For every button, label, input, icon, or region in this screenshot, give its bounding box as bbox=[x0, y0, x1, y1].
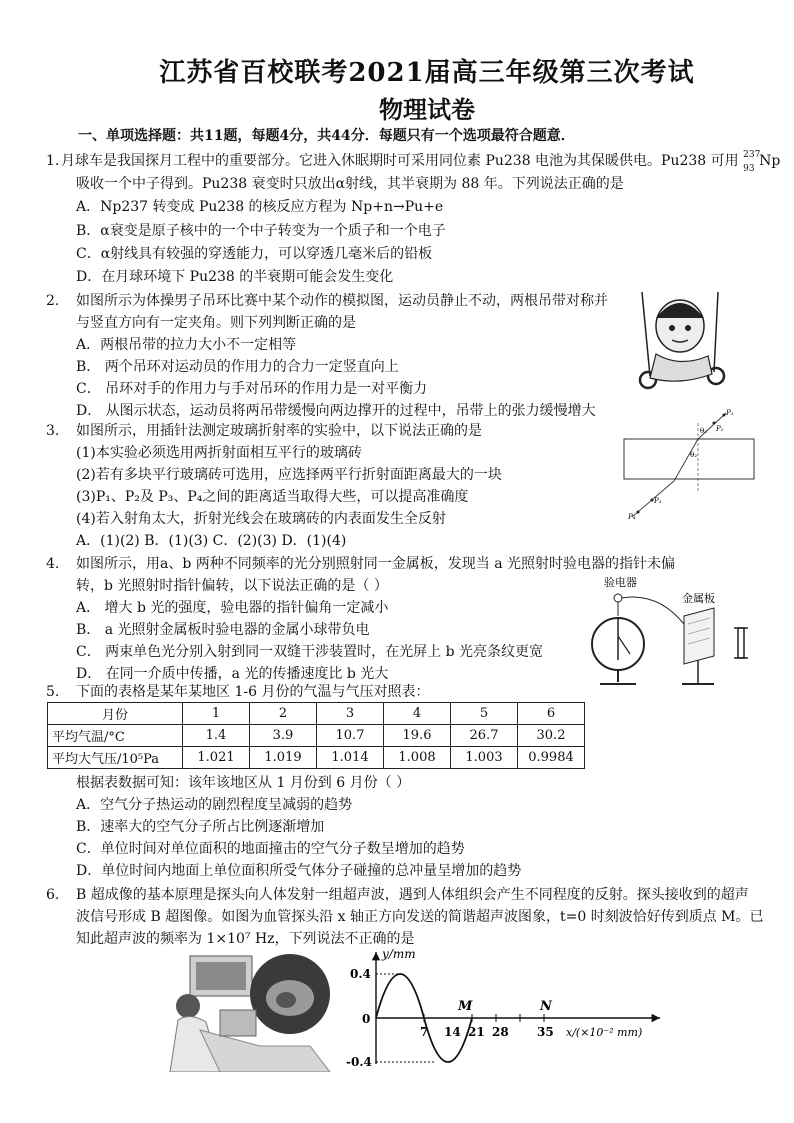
x-tick-label: 28 bbox=[492, 1025, 509, 1039]
x-tick-label: 7 bbox=[420, 1025, 429, 1039]
q5-option-d: D．单位时间内地面上单位面积所受气体分子碰撞的总冲量呈增加的趋势 bbox=[76, 863, 522, 879]
label-p1: P₁ bbox=[726, 409, 734, 417]
q2-option-a: A．两根吊带的拉力大小不一定相等 bbox=[76, 337, 297, 353]
q6-number: 6. bbox=[46, 887, 60, 903]
q4-option-d: D． 在同一介质中传播，a 光的传播速度比 b 光大 bbox=[76, 666, 389, 682]
gymnast-rings-figure bbox=[620, 288, 740, 398]
point-n-label: N bbox=[540, 999, 552, 1014]
q3-stem: 如图所示，用插针法测定玻璃折射率的实验中，以下说法正确的是 bbox=[76, 423, 482, 439]
y-tick-label: -0.4 bbox=[346, 1055, 372, 1069]
x-tick-label: 14 bbox=[444, 1025, 461, 1039]
q2-stem-line2: 与竖直方向有一定夹角。则下列判断正确的是 bbox=[76, 315, 356, 331]
label-p3: P₃ bbox=[654, 497, 662, 505]
q1-option-a: A．Np237 转变成 Pu238 的核反应方程为 Np+n→Pu+e bbox=[76, 199, 444, 215]
q5-prompt: 根据表数据可知：该年该地区从 1 月份到 6 月份（ ） bbox=[76, 775, 411, 791]
q3-number: 3. bbox=[46, 423, 60, 439]
q4-option-c: C． 两束单色光分别入射到同一双缝干涉装置时，在光屏上 b 光亮条纹更宽 bbox=[76, 644, 544, 660]
y-axis-label: y/mm bbox=[382, 947, 416, 961]
q4-number: 4. bbox=[46, 556, 60, 572]
table-header-row: 月份 1 2 3 4 5 6 bbox=[48, 703, 585, 725]
electroscope-figure bbox=[588, 572, 768, 692]
q1-option-d: D．在月球环境下 Pu238 的半衰期可能会发生变化 bbox=[76, 269, 394, 285]
q4-stem-line1: 如图所示，用a、b 两种不同频率的光分别照射同一金属板，发现当 a 光照射时验电器的指针未偏 bbox=[76, 556, 676, 572]
q3-options: A．(1)(2) B．(1)(3) C．(2)(3) D．(1)(4) bbox=[76, 533, 347, 549]
q5-number: 5. bbox=[46, 684, 60, 700]
label-metal-plate: 金属板 bbox=[682, 592, 715, 605]
y-tick-label: 0.4 bbox=[350, 967, 371, 981]
q3-statement-2: (2)若有多块平行玻璃砖可选用，应选择两平行折射面距离最大的一块 bbox=[76, 467, 502, 483]
q5-option-c: C．单位时间对单位面积的地面撞击的空气分子数呈增加的趋势 bbox=[76, 841, 465, 857]
q1-stem-line1: 月球车是我国探月工程中的重要部分。它进入休眠期时可采用同位素 Pu238 电池为其保暖供电。Pu238 可用 237 93 Np bbox=[61, 150, 781, 174]
q4-option-a: A． 增大 b 光的强度，验电器的指针偏角一定减小 bbox=[76, 600, 389, 616]
table-row: 平均气温/°C 1.4 3.9 10.7 19.6 26.7 30.2 bbox=[48, 725, 585, 747]
label-theta1: θ₁ bbox=[700, 427, 708, 435]
y-tick-label: 0 bbox=[362, 1012, 371, 1026]
glass-refraction-figure bbox=[610, 405, 760, 525]
ultrasound-photo bbox=[160, 950, 340, 1072]
q1-option-c: C．α射线具有较强的穿透能力，可以穿透几毫米后的铅板 bbox=[76, 246, 433, 262]
q2-stem-line1: 如图所示为体操男子吊环比赛中某个动作的模拟图，运动员静止不动，两根吊带对称并 bbox=[76, 293, 608, 309]
table-row: 平均大气压/10⁵Pa 1.021 1.019 1.014 1.008 1.003 0.9984 bbox=[48, 747, 585, 769]
q4-option-b: B． a 光照射金属板时验电器的金属小球带负电 bbox=[76, 622, 370, 638]
q4-stem-line2: 转，b 光照射时指针偏转，以下说法正确的是（ ） bbox=[76, 578, 388, 594]
point-m-label: M bbox=[458, 999, 473, 1014]
q1-np-nuclide: 237 93 Np bbox=[743, 150, 781, 174]
q6-stem-line3: 知此超声波的频率为 1×10⁷ Hz，下列说法不正确的是 bbox=[76, 931, 415, 947]
temperature-pressure-table bbox=[47, 702, 585, 769]
q3-statement-4: (4)若入射角太大，折射光线会在玻璃砖的内表面发生全反射 bbox=[76, 511, 446, 527]
q6-stem-line2: 波信号形成 B 超图像。如图为血管探头沿 x 轴正方向发送的简谐超声波图象，t=0 时刻波恰好传到质点 M。已 bbox=[76, 909, 764, 925]
q3-statement-3: (3)P₁、P₂及 P₃、P₄之间的距离适当取得大些，可以提高准确度 bbox=[76, 489, 469, 505]
q2-option-c: C． 吊环对手的作用力与手对吊环的作用力是一对平衡力 bbox=[76, 381, 428, 397]
q6-stem-line1: B 超成像的基本原理是探头向人体发射一组超声波，遇到人体组织会产生不同程度的反射。探头接收到的超声 bbox=[76, 887, 749, 903]
label-p4: P₄ bbox=[628, 513, 636, 521]
q1-number: 1. bbox=[46, 153, 60, 169]
x-tick-label: 21 bbox=[468, 1025, 485, 1039]
q1-option-b: B．α衰变是原子核中的一个中子转变为一个质子和一个电子 bbox=[76, 223, 446, 239]
x-tick-label: 35 bbox=[537, 1025, 554, 1039]
q2-option-d: D． 从图示状态，运动员将两吊带缓慢向两边撑开的过程中，吊带上的张力缓慢增大 bbox=[76, 403, 596, 419]
q5-option-a: A．空气分子热运动的剧烈程度呈减弱的趋势 bbox=[76, 797, 353, 813]
q2-number: 2. bbox=[46, 293, 60, 309]
label-theta2: θ₂ bbox=[690, 451, 698, 459]
exam-subtitle: 物理试卷 bbox=[379, 95, 475, 124]
q3-statement-1: (1)本实验必须选用两折射面相互平行的玻璃砖 bbox=[76, 445, 362, 461]
q2-option-b: B． 两个吊环对运动员的作用力的合力一定竖直向上 bbox=[76, 359, 399, 375]
exam-title: 江苏省百校联考2021届高三年级第三次考试 bbox=[159, 58, 695, 88]
q5-stem: 下面的表格是某年某地区 1-6 月份的气温与气压对照表： bbox=[76, 684, 430, 700]
label-electroscope: 验电器 bbox=[604, 576, 637, 589]
x-axis-label: x/(×10⁻² mm) bbox=[566, 1026, 643, 1039]
q1-stem-line2: 吸收一个中子得到。Pu238 衰变时只放出α射线，其半衰期为 88 年。下列说法正确的是 bbox=[76, 176, 624, 192]
q5-option-b: B．速率大的空气分子所占比例逐渐增加 bbox=[76, 819, 325, 835]
wave-graph bbox=[340, 944, 670, 1070]
q1-reaction-equation: Np+n→Pu+e bbox=[351, 199, 444, 215]
section-heading: 一、单项选择题：共11题，每题4分，共44分．每题只有一个选项最符合题意． bbox=[78, 128, 575, 144]
label-p2: P₂ bbox=[716, 425, 724, 433]
